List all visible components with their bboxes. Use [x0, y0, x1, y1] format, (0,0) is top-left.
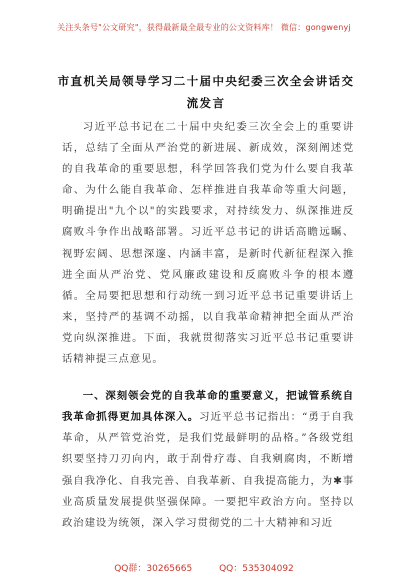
intro-paragraph: 习近平总书记在二十届中央纪委三次全会上的重要讲话，总结了全面从严治党的新进展、新成效，深刻阐述党的自我革命的重要思想，科学回答我们党为什么要自我革命、为什么能自我革命、怎样推进自我革命等重大问题，明确提出"九个以"的实践要求，对持续发力、纵深推进反腐败斗争作出战略部署。习近平总书记的讲话高瞻远瞩、视野宏阔、思想深邃、内涵丰富，是新时代新征程深入推进全面从严治党、党风廉政建设和反腐败斗争的根本遵循。全局要把思想和行动统一到习近平总书记重要讲话上来，坚持严的基调不动摇，以自我革命精神把全面从严治党向纵深推进。下面，我就贯彻落实习近平总书记重要讲话精神提三点意见。: [62, 121, 354, 366]
promo-banner: 关注头条号"公文研究"，获得最新最全最专业的公文资料库！ 微信：gongwenyj: [57, 23, 351, 32]
section-1-text: 习近平总书记指出：“勇于自我革命，从严管党治党，是我们党最鲜明的品格。”各级党组织要坚持刀刃向内，敢于刮骨疗毒、自我剜腐肉，不断增强自我净化、自我完善、自我革新、自我提高能力，为✱事业高质量发展提供坚强保障。一要把牢政治方向。坚持以政治建设为统领，深入学习贯彻党的二十大精神和习近: [62, 411, 354, 529]
qq-group-number: QQ群：30265665: [114, 564, 193, 574]
contact-footer: [0, 561, 408, 574]
qq-contact-number: QQ：535304092: [219, 564, 294, 574]
section-1-paragraph: [62, 386, 354, 534]
document-body: [62, 117, 354, 534]
section-1-heading: 一、深刻领会党的自我革命的重要意义，把诚管系统自我革命抓得更加具体深入。: [62, 390, 354, 424]
document-title: 市直机关局领导学习二十届中央纪委三次全会讲话交流发言: [57, 74, 355, 110]
